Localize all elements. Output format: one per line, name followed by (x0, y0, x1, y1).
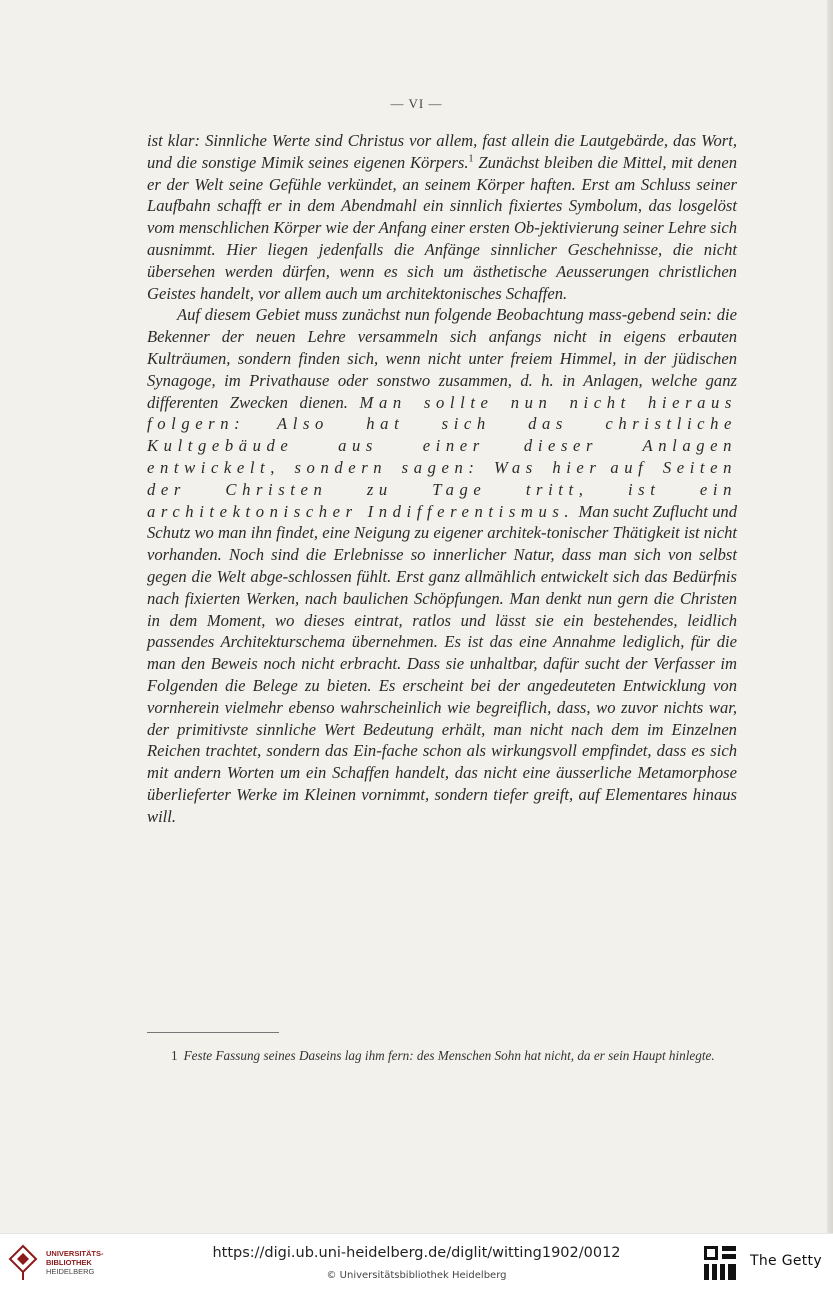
text-line: und Schutz wo man ihn findet, eine Neigung zu eigener architek- (147, 501, 738, 543)
text-line: verkündet, an seinem Körper haften. Erst am Schluss seiner Laufbahn (147, 174, 737, 216)
emphasis-spaced: Also hat sich das christliche Kultgebäude aus einer (147, 414, 737, 456)
text-line: gebend sein: die Bekenner der neuen Lehre versammeln sich anfangs (147, 305, 738, 347)
text-line: wo zuvor nichts war, der primitivste sinnliche Wert Bedeutung erhält, (147, 697, 738, 739)
text-line: Lautgebärde, das Wort, und die sonstige Mimik seines eigenen Körpers. (147, 131, 737, 172)
emphasis-spaced: auf Seiten der Christen zu Tage tritt, ist ein (147, 457, 737, 499)
text-line: oder sonstwo zusammen, d. h. in Anlagen, welche ganz differenten (147, 370, 737, 412)
text-line: unter freiem Himmel, in der jüdischen Synagoge, im Privathause (147, 348, 737, 390)
text-line: Auf diesem Gebiet muss zunächst nun folgende Beobachtung mass- (177, 305, 628, 325)
page-edge (827, 0, 833, 1233)
text-line: losgelöst vom menschlichen Körper wie der Anfang einer ersten Ob- (147, 196, 738, 238)
text-line: vor allem auch um architektonisches Schaffen. (258, 283, 568, 303)
text-line: überlieferter Werke im Kleinen vornimmt, sondern tiefer greift, auf (147, 784, 600, 804)
text-line: die Belege zu bieten. Es erscheint bei der angedeuteten Entwicklung (225, 675, 706, 695)
text-line: wenn es sich um ästhetische Aeusserungen christlichen Geistes handelt, (147, 261, 737, 303)
text-line: Elementares hinaus will. (147, 784, 738, 826)
paragraph-1 (147, 130, 737, 304)
text-line: Anfänge sinnlicher Geschehnisse, die nicht übersehen werden dürfen, (147, 239, 737, 281)
emphasis-spaced: dieser Anlagen entwickelt, sondern sagen: Was hier (147, 436, 737, 477)
text-line: nach fixierten Werken, nach baulichen Schöpfungen. Man denkt nun (147, 588, 613, 608)
viewer-footer (0, 1233, 833, 1292)
library-name-line: HEIDELBERG (46, 1267, 95, 1276)
text-line: ist klar: Sinnliche Werte sind Christus vor allem, fast allein die (147, 131, 575, 150)
text-line: nicht in eigens erbauten Kulträumen, sondern finden sich, wenn nicht (147, 327, 737, 368)
text-line: jektivierung seiner Lehre sich ausnimmt. Hier liegen jedenfalls die (147, 218, 737, 259)
text-line: erbracht. Dass sie unhaltbar, dafür sucht der Verfasser im Folgenden (147, 654, 737, 695)
footnote-divider (147, 1032, 279, 1033)
footnote (147, 1047, 737, 1065)
text-line: man nicht nach dem im Einzelnen Reichen trachtet, sondern das Ein- (147, 719, 737, 761)
text-line: um ein Schaffen handelt, das nicht eine äusserliche Metamorphose (279, 763, 738, 783)
footnote-marker[interactable]: 1 (468, 153, 474, 165)
text-line: von vornherein vielmehr ebenso wahrscheinlich wie begreiflich, dass, (147, 675, 738, 717)
text-line: schlossen fühlt. Erst ganz allmählich entwickelt sich das Bedürfnis (288, 566, 737, 586)
text-line: Es ist das eine Annahme lediglich, für die man den Beweis noch nicht (147, 632, 737, 674)
library-name-line: UNIVERSITÄTS- (46, 1249, 104, 1258)
library-name-line: BIBLIOTHEK (46, 1258, 92, 1267)
body-text (147, 130, 737, 828)
footnote-text-line: da er sein Haupt hinlegte. (577, 1048, 715, 1063)
text-line: so innerlicher Natur, dass man sich von selbst gegen die Welt abge- (147, 545, 737, 586)
text-line: Zwecken dienen. (229, 392, 348, 412)
copyright-notice: © Universitätsbibliothek Heidelberg (326, 1270, 507, 1281)
permalink-url[interactable]: https://digi.ub.uni-heidelberg.de/diglit/witting1902/0012 (212, 1245, 621, 1261)
page-number: — VI — (390, 96, 443, 111)
text-line: Zunächst bleiben die Mittel, mit denen er der Welt seine Gefühle (147, 152, 737, 194)
paragraph-2 (147, 304, 737, 827)
text-line: Man sucht Zuflucht (578, 501, 708, 521)
getty-logo-icon[interactable] (702, 1244, 738, 1284)
text-line: gern die Christen in dem Moment, wo dieses eintrat, ratlos und lässt (147, 588, 737, 630)
partner-name: The Getty (750, 1253, 822, 1269)
text-line: tonischer Thätigkeit ist nicht vorhanden. Noch sind die Erlebnisse (147, 523, 737, 565)
text-line: schafft er in dem Abendmahl ein sinnlich fixiertes Symbolum, das (217, 196, 672, 216)
footnote-number: 1 (171, 1048, 178, 1063)
emphasis-spaced: Man sollte nun nicht hieraus folgern: (147, 392, 737, 434)
emphasis-spaced: architektonischer Indifferentismus. (147, 501, 575, 521)
text-line: fache schon als wirkungsvoll empfindet, dass es sich mit andern Worten (147, 741, 737, 783)
text-line: sie ein bestehendes, leidlich passendes Architekturschema übernehmen. (147, 610, 737, 652)
footnote-text-line: Feste Fassung seines Daseins lag ihm fern: des Menschen Sohn hat nicht, (183, 1048, 575, 1063)
